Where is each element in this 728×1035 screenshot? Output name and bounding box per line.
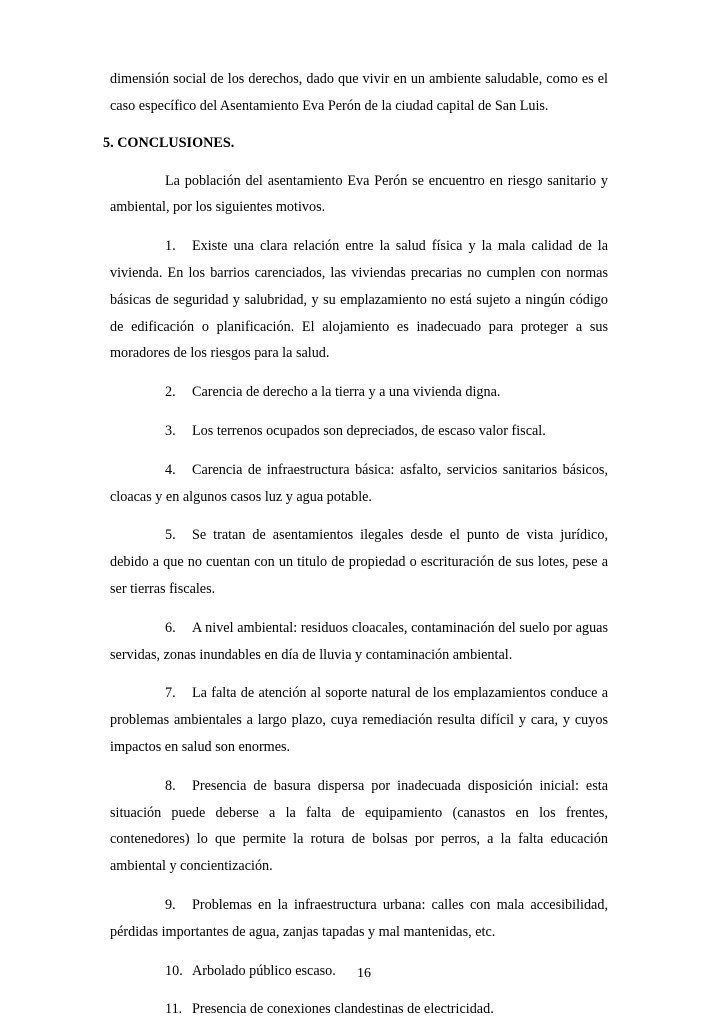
item-text: Presencia de conexiones clandestinas de electricidad. [192, 1001, 494, 1018]
item-number: 10. [165, 962, 183, 979]
conclusions-list [110, 233, 608, 1023]
item-text: Carencia de infraestructura básica: asfalto, servicios sanitarios básicos, cloacas y en algunos casos luz y agua potable. [110, 461, 608, 505]
list-item [110, 615, 608, 669]
list-item [110, 457, 608, 511]
item-text: Presencia de basura dispersa por inadecuada disposición inicial: esta situación puede deberse a la falta de equipamiento (canastos en los frentes, contenedores) lo que permite la rotura de bolsas por perros, a la falta educación ambiental y concientización. [110, 777, 608, 875]
list-item [110, 773, 608, 880]
list-item [110, 680, 608, 760]
item-number: 5. [165, 527, 176, 544]
list-item [110, 418, 608, 445]
item-text: Carencia de derecho a la tierra y a una vivienda digna. [192, 384, 501, 401]
item-text: Arbolado público escaso. [192, 962, 336, 979]
item-number: 3. [165, 422, 176, 439]
item-number: 6. [165, 619, 176, 636]
item-number: 9. [165, 896, 176, 913]
section-heading: 5. CONCLUSIONES. [103, 134, 235, 151]
list-item [110, 522, 608, 602]
item-text: Se tratan de asentamientos ilegales desde el punto de vista jurídico, debido a que no cuentan con un titulo de propiedad o escrituración de sus lotes, pese a ser tierras fiscales. [110, 527, 608, 597]
intro-paragraph: dimensión social de los derechos, dado que vivir en un ambiente saludable, como es el caso específico del Asentamiento Eva Perón de la ciudad capital de San Luis. [110, 71, 608, 114]
item-number: 11. [165, 1001, 183, 1018]
item-text: Los terrenos ocupados son depreciados, de escaso valor fiscal. [192, 422, 546, 439]
item-number: 7. [165, 685, 176, 702]
list-item [110, 233, 608, 367]
lead-paragraph: La población del asentamiento Eva Perón se encuentro en riesgo sanitario y ambiental, por los siguientes motivos. [110, 172, 608, 216]
item-number: 1. [165, 238, 176, 255]
item-text: Problemas en la infraestructura urbana: calles con mala accesibilidad, pérdidas importantes de agua, zanjas tapadas y mal mantenidas, etc. [110, 896, 608, 940]
item-number: 2. [165, 384, 176, 401]
list-item [110, 379, 608, 406]
item-text: La falta de atención al soporte natural de los emplazamientos conduce a problemas ambientales a largo plazo, cuya remediación resulta difícil y cara, y cuyos impactos en salud son enormes. [110, 685, 608, 755]
item-text: Existe una clara relación entre la salud física y la mala calidad de la vivienda. En los barrios carenciados, las viviendas precarias no cumplen con normas básicas de seguridad y salubridad, y su emplazamiento no está sujeto a ningún código de edificación o planificación. El alojamiento es inadecuado para proteger a sus moradores de los riesgos para la salud. [110, 238, 608, 362]
list-item [110, 996, 608, 1023]
item-number: 4. [165, 461, 176, 478]
page-content [103, 66, 608, 1035]
item-number: 8. [165, 777, 176, 794]
item-text: A nivel ambiental: residuos cloacales, contaminación del suelo por aguas servidas, zonas inundables en día de lluvia y contaminación ambiental. [110, 619, 608, 663]
page-number: 16 [357, 966, 371, 981]
list-item [110, 892, 608, 946]
